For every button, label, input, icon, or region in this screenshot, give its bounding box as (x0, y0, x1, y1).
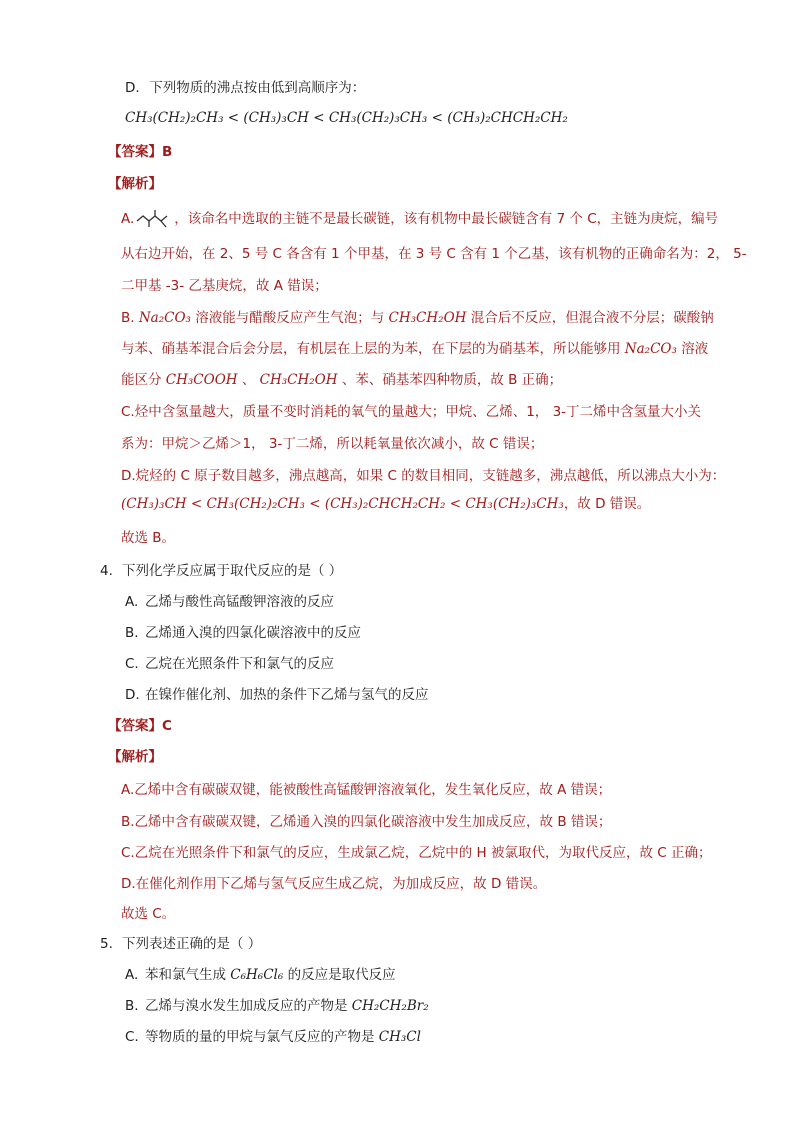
skeletal-formula-icon (136, 209, 172, 229)
formula: Na₂CO₃ (138, 310, 191, 326)
q3-analysis-b-line3 (121, 370, 562, 390)
formula: (CH₃)₃CH < CH₃(CH₂)₂CH₃ < (CH₃)₂CHCH₂CH₂ < CH₃(CH₂)₃CH₃ (121, 496, 564, 512)
option-text: 乙烯与酸性高锰酸钾溶液的反应 (145, 594, 334, 610)
question-text: 下列化学反应属于取代反应的是（ ） (122, 563, 343, 579)
q5-option-b (125, 996, 429, 1016)
analysis-prefix: B. (121, 310, 135, 326)
q3-analysis-a-line2: 从右边开始，在 2、5 号 C 各含有 1 个甲基，在 3 号 C 含有 1 个乙基，该有机物的正确命名为：2， 5- (121, 246, 747, 262)
analysis-prefix: A. (121, 211, 135, 227)
q4-option-a (125, 592, 334, 612)
q3-analysis-b-line1 (121, 308, 714, 328)
q3-analysis-c-line1: C.烃中含氢量越大，质量不变时消耗的氧气的量越大；甲烷、乙烯、1， 3-丁二烯中含氢量大小关 (121, 404, 702, 420)
q5-option-a (125, 965, 396, 985)
q4-analysis-line: D.在催化剂作用下乙烯与氢气反应生成乙烷，为加成反应，故 D 错误。 (121, 876, 547, 892)
option-label: C. (125, 656, 139, 672)
q3-analysis-tag: 【解析】 (108, 176, 162, 192)
q4-option-d (125, 685, 429, 705)
q4-analysis-line: B.乙烯中含有碳碳双键，乙烯通入溴的四氯化碳溶液中发生加成反应，故 B 错误； (121, 814, 612, 830)
question-number: 5. (100, 936, 113, 952)
analysis-text: 能区分 (121, 372, 162, 388)
q4-analysis-tag: 【解析】 (108, 749, 162, 765)
q4-conclusion: 故选 C。 (121, 906, 176, 922)
analysis-text: 与苯、硝基苯混合后会分层，有机层在上层的为苯，在下层的为硝基苯，所以能够用 (121, 341, 621, 357)
q3-option-d (125, 78, 365, 98)
answer-tag: 【答案】 (108, 144, 162, 160)
option-label: C. (125, 1029, 139, 1045)
formula: CH₂CH₂Br₂ (351, 998, 429, 1014)
option-label: A. (125, 967, 139, 983)
analysis-text: 、苯、硝基苯四种物质，故 B 正确； (341, 372, 563, 388)
question-number: 4. (100, 563, 113, 579)
answer-value: B (162, 144, 173, 160)
q3-analysis-d-line2 (121, 494, 650, 514)
option-text: 下列物质的沸点按由低到高顺序为： (149, 80, 366, 96)
answer-value: C (162, 718, 172, 734)
analysis-text: ，该命名中选取的主链不是最长碳链，该有机物中最长碳链含有 7 个 C，主链为庚烷，编号 (174, 211, 719, 227)
question-text: 下列表述正确的是（ ） (122, 936, 262, 952)
q3-analysis-a-line3: 二甲基 -3- 乙基庚烷，故 A 错误； (121, 278, 328, 294)
option-text: 的反应是取代反应 (287, 967, 396, 983)
q4-analysis-line: A.乙烯中含有碳碳双键，能被酸性高锰酸钾溶液氧化，发生氧化反应，故 A 错误； (121, 782, 612, 798)
q5-option-c (125, 1027, 421, 1047)
option-label: B. (125, 998, 139, 1014)
q3-analysis-d-line1: D.烷烃的 C 原子数目越多，沸点越高，如果 C 的数目相同，支链越多，沸点越低，所以沸点大小为： (121, 468, 726, 484)
formula: CH₃COOH (165, 372, 238, 388)
q4-stem (100, 561, 342, 581)
formula: CH₃Cl (378, 1029, 421, 1045)
option-label: A. (125, 594, 139, 610)
option-text: 乙烯通入溴的四氯化碳溶液中的反应 (145, 625, 361, 641)
q3-analysis-b-line2 (121, 339, 708, 359)
option-label: B. (125, 625, 139, 641)
formula: Na₂CO₃ (624, 341, 677, 357)
q3-answer (108, 142, 172, 162)
q4-option-c (125, 654, 334, 674)
q3-analysis-c-line2: 系为：甲烷＞乙烯＞1， 3-丁二烯，所以耗氧量依次减小，故 C 错误； (121, 436, 544, 452)
q3-conclusion: 故选 B。 (121, 530, 176, 546)
analysis-text: 溶液能与醋酸反应产生气泡；与 (195, 310, 385, 326)
analysis-text: 混合后不反应，但混合液不分层；碳酸钠 (470, 310, 714, 326)
separator: 、 (241, 372, 256, 388)
option-text: 等物质的量的甲烷与氯气反应的产物是 (145, 1029, 375, 1045)
q5-stem (100, 934, 261, 954)
formula: C₆H₆Cl₆ (230, 967, 284, 983)
formula: CH₃CH₂OH (388, 310, 467, 326)
analysis-text: ，故 D 错误。 (563, 496, 651, 512)
option-label: D. (125, 80, 140, 96)
q3-option-d-formula: CH₃(CH₂)₂CH₃ < (CH₃)₃CH < CH₃(CH₂)₃CH₃ < (CH₃)₂CHCH₂CH₂ (125, 110, 568, 126)
option-text: 乙烷在光照条件下和氯气的反应 (145, 656, 334, 672)
option-label: D. (125, 687, 140, 703)
q4-analysis-line: C.乙烷在光照条件下和氯气的反应，生成氯乙烷，乙烷中的 H 被氯取代，为取代反应，故 C 正确； (121, 845, 712, 861)
analysis-text: 溶液 (681, 341, 709, 357)
option-text: 苯和氯气生成 (145, 967, 226, 983)
option-text: 在镍作催化剂、加热的条件下乙烯与氢气的反应 (145, 687, 429, 703)
q4-option-b (125, 623, 361, 643)
answer-tag: 【答案】 (108, 718, 162, 734)
q4-answer (108, 716, 172, 736)
formula: CH₃CH₂OH (259, 372, 338, 388)
option-text: 乙烯与溴水发生加成反应的产物是 (145, 998, 348, 1014)
q3-analysis-a-line1 (121, 209, 718, 229)
